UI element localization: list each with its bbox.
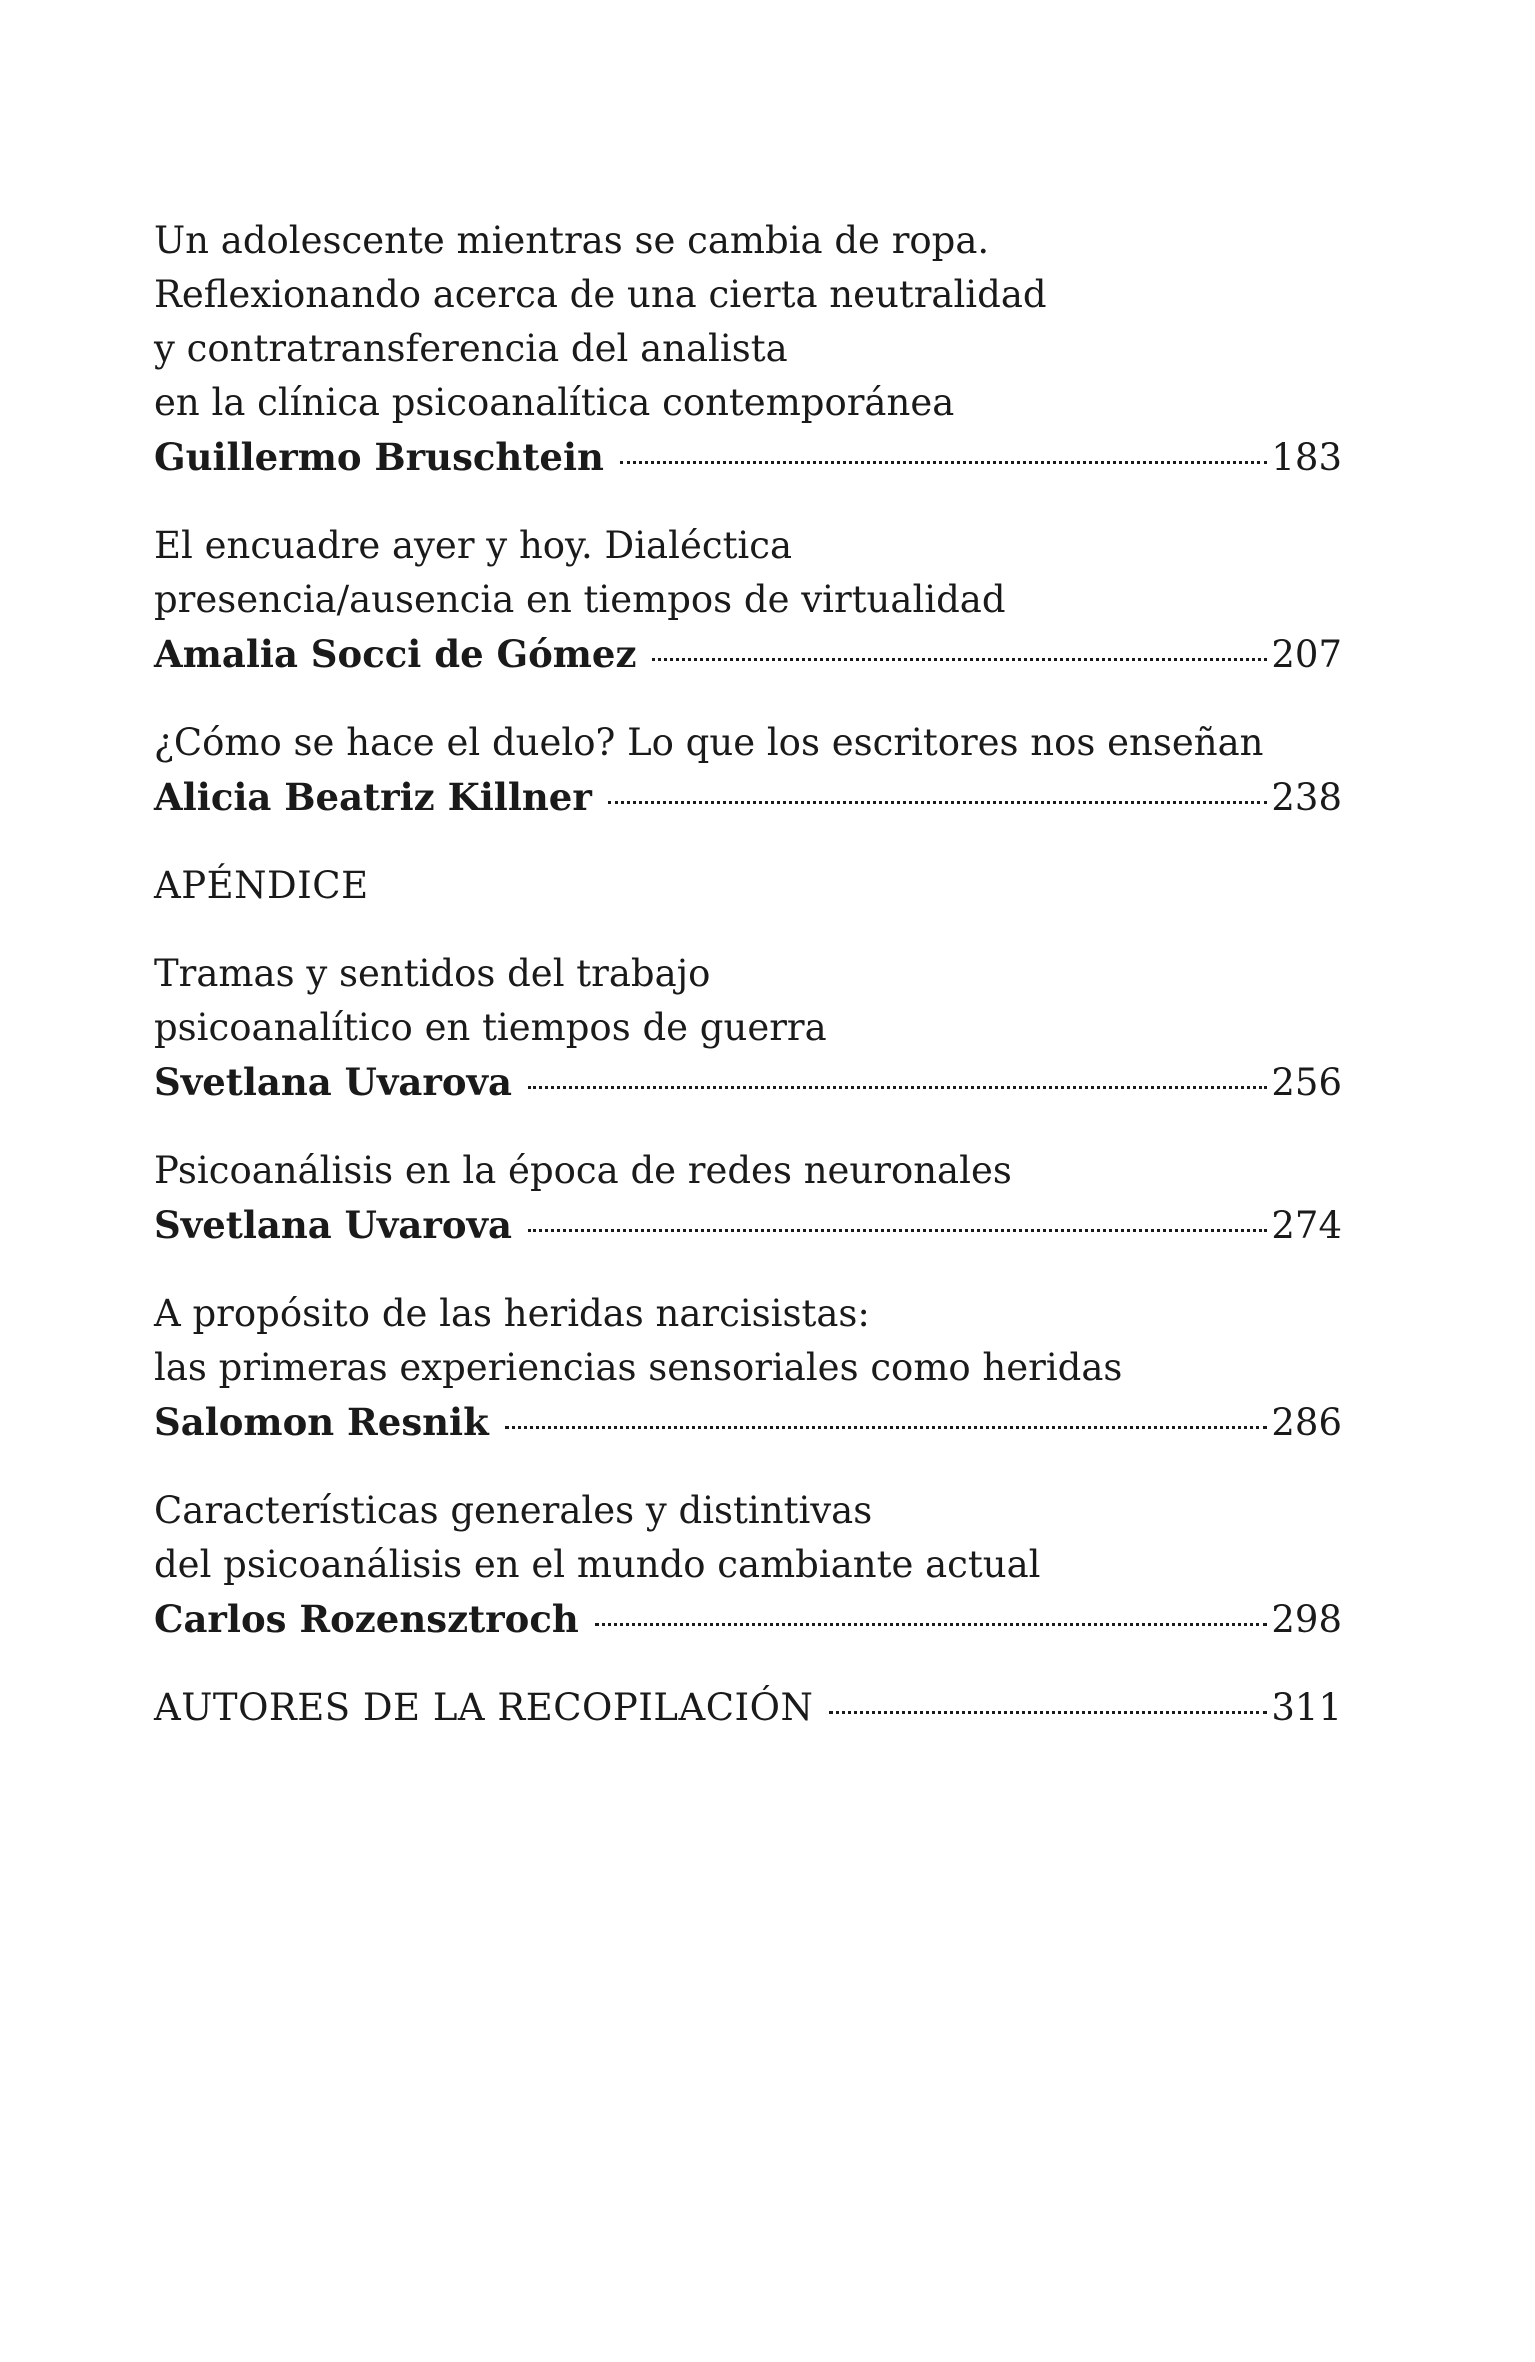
entry-title-line: A propósito de las heridas narcisistas: [154, 1292, 870, 1335]
table-of-contents [154, 214, 1342, 1769]
entry-title-line: Psicoanálisis en la época de redes neuronales [154, 1149, 1012, 1192]
entry-author: Amalia Socci de Gómez [154, 632, 637, 676]
entry-author: Guillermo Bruschtein [154, 435, 604, 479]
dot-leader [528, 1086, 1267, 1089]
entry-author: Salomon Resnik [154, 1400, 489, 1444]
toc-entry [154, 214, 1342, 485]
entry-title-line: del psicoanálisis en el mundo cambiante actual [154, 1543, 1041, 1586]
entry-page-number: 311 [1271, 1686, 1342, 1729]
entry-author: Alicia Beatriz Killner [154, 775, 592, 819]
entry-page-number: 298 [1271, 1598, 1342, 1641]
entry-author-row [154, 430, 1342, 485]
entry-author: Carlos Rozensztroch [154, 1597, 579, 1641]
entry-page-number: 256 [1271, 1061, 1342, 1104]
entry-title-line: y contratransferencia del analista [154, 327, 788, 370]
authors-section-label: AUTORES DE LA RECOPILACIÓN [154, 1686, 814, 1729]
entry-title-line: presencia/ausencia en tiempos de virtualidad [154, 578, 1006, 621]
entry-page-number: 238 [1271, 776, 1342, 819]
entry-title-line: las primeras experiencias sensoriales como heridas [154, 1346, 1123, 1389]
toc-entry [154, 716, 1342, 825]
toc-entry [154, 947, 1342, 1110]
dot-leader [505, 1426, 1268, 1429]
entry-title-line: psicoanalítico en tiempos de guerra [154, 1006, 827, 1049]
entry-author-row [154, 1395, 1342, 1450]
entry-author-row [154, 1055, 1342, 1110]
entry-title-line: Reflexionando acerca de una cierta neutralidad [154, 273, 1047, 316]
entry-title-line: ¿Cómo se hace el duelo? Lo que los escritores nos enseñan [154, 721, 1264, 764]
dot-leader [620, 461, 1267, 464]
toc-entry [154, 519, 1342, 682]
toc-entry [154, 1484, 1342, 1647]
dot-leader [595, 1623, 1268, 1626]
dot-leader [528, 1229, 1267, 1232]
entry-title-line: Tramas y sentidos del trabajo [154, 952, 711, 995]
entry-author-row [154, 770, 1342, 825]
entry-page-number: 183 [1271, 436, 1342, 479]
entry-page-number: 286 [1271, 1401, 1342, 1444]
dot-leader [829, 1711, 1267, 1714]
entry-title-line: en la clínica psicoanalítica contemporánea [154, 381, 955, 424]
dot-leader [652, 658, 1267, 661]
entry-author-row [154, 1592, 1342, 1647]
toc-entry-authors [154, 1681, 1342, 1735]
toc-entry [154, 1287, 1342, 1450]
entry-title-line: Características generales y distintivas [154, 1489, 873, 1532]
entry-author-row [154, 1681, 1342, 1735]
appendix-heading: APÉNDICE [154, 864, 369, 907]
entry-page-number: 207 [1271, 633, 1342, 676]
toc-entry [154, 1144, 1342, 1253]
entry-author-row [154, 627, 1342, 682]
entry-title-line: El encuadre ayer y hoy. Dialéctica [154, 524, 793, 567]
entry-author: Svetlana Uvarova [154, 1203, 513, 1247]
entry-author-row [154, 1198, 1342, 1253]
entry-author: Svetlana Uvarova [154, 1060, 513, 1104]
dot-leader [608, 801, 1268, 804]
entry-page-number: 274 [1271, 1204, 1342, 1247]
entry-title-line: Un adolescente mientras se cambia de ropa. [154, 219, 990, 262]
